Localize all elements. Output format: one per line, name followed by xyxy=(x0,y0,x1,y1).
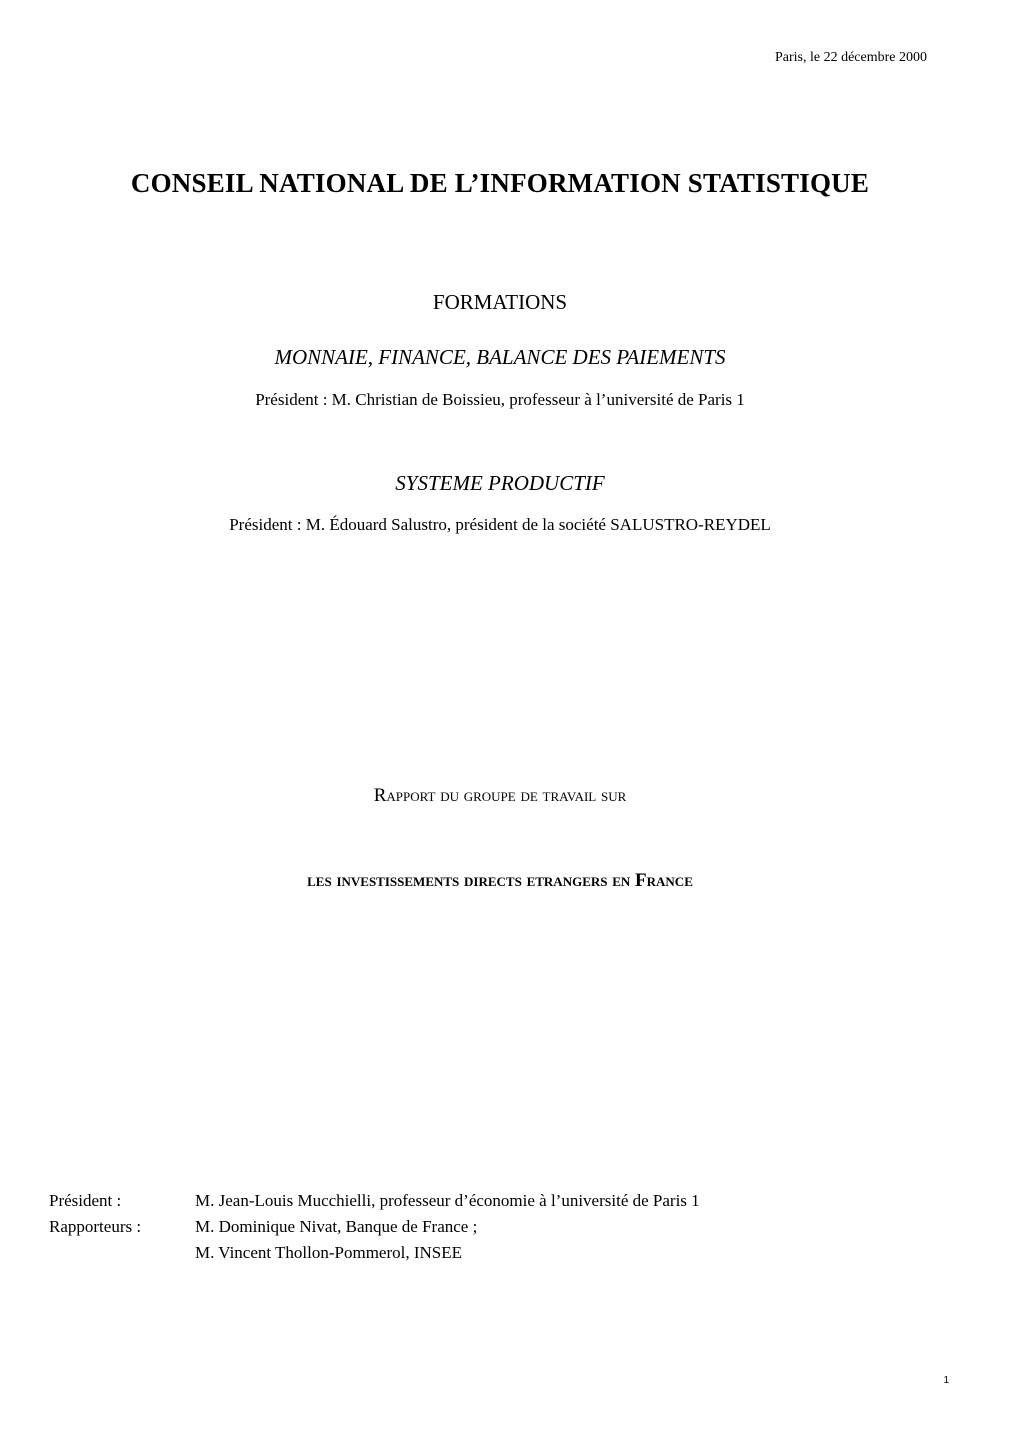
document-date: Paris, le 22 décembre 2000 xyxy=(774,50,927,65)
member-row-rapporteurs xyxy=(49,1214,700,1240)
formation-name-monnaie: MONNAIE, FINANCE, BALANCE DES PAIEMENTS xyxy=(274,345,726,369)
member-name: M. Vincent Thollon-Pommerol, INSEE xyxy=(195,1243,463,1262)
member-role-empty xyxy=(49,1240,195,1266)
page-number: 1 xyxy=(943,1375,949,1386)
member-role: Rapporteurs : xyxy=(49,1217,142,1236)
report-subject: les investissements directs etrangers en France xyxy=(307,870,693,891)
formation-president-systeme-productif: Président : M. Édouard Salustro, président de la société SALUSTRO-REYDEL xyxy=(229,515,771,534)
member-row-president xyxy=(49,1188,700,1214)
member-role: Président : xyxy=(49,1191,122,1210)
member-name: M. Dominique Nivat, Banque de France ; xyxy=(195,1217,478,1236)
member-name: M. Jean-Louis Mucchielli, professeur d’économie à l’université de Paris 1 xyxy=(195,1191,700,1210)
document-title: CONSEIL NATIONAL DE L’INFORMATION STATISTIQUE xyxy=(130,168,870,198)
formation-president-monnaie: Président : M. Christian de Boissieu, professeur à l’université de Paris 1 xyxy=(255,390,745,409)
member-row-rapporteurs-continued xyxy=(49,1240,700,1266)
formations-heading: FORMATIONS xyxy=(432,290,568,314)
report-intro: Rapport du groupe de travail sur xyxy=(373,785,627,806)
working-group-members xyxy=(49,1188,700,1266)
formation-name-systeme-productif: SYSTEME PRODUCTIF xyxy=(395,471,605,495)
